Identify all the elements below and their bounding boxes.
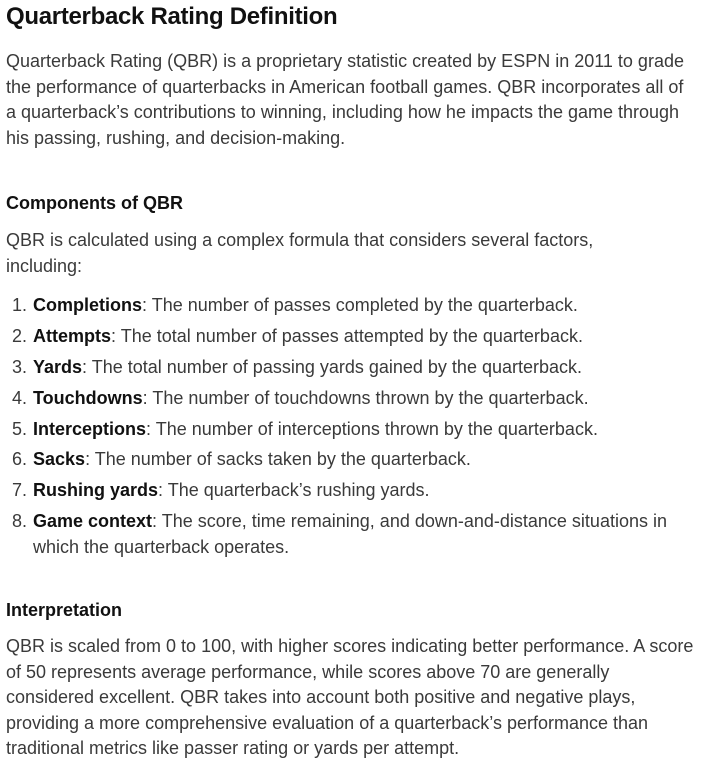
list-item-number: 5. — [12, 418, 28, 439]
list-item — [6, 293, 701, 319]
list-item-description: : The number of touchdowns thrown by the quarterback. — [142, 387, 589, 408]
list-item-description: : The number of sacks taken by the quarterback. — [85, 449, 471, 470]
interpretation-heading: Interpretation — [6, 600, 123, 620]
list-item-description: : The total number of passes attempted by the quarterback. — [111, 325, 583, 346]
list-item-description: : The number of interceptions thrown by the quarterback. — [146, 418, 598, 439]
list-item-term: Interceptions — [33, 418, 147, 439]
list-item-term: Game context — [33, 511, 153, 532]
list-item-term: Rushing yards — [33, 480, 159, 501]
list-item-number: 2. — [12, 325, 28, 346]
list-item-term: Yards — [33, 356, 83, 377]
list-item-number: 8. — [12, 511, 28, 532]
list-item — [6, 355, 701, 381]
components-list — [6, 293, 701, 566]
page-title: Quarterback Rating Definition — [6, 3, 338, 30]
components-heading: Components of QBR — [6, 193, 183, 213]
list-item-description: : The score, time remaining, and down-and-distance situations in which the quarterback operates. — [33, 511, 667, 557]
list-item — [6, 417, 701, 443]
components-lead: QBR is calculated using a complex formula that considers several factors, including: — [6, 230, 594, 276]
list-item-number: 1. — [12, 295, 28, 315]
list-item-term: Attempts — [33, 325, 112, 346]
interpretation-paragraph: QBR is scaled from 0 to 100, with higher scores indicating better performance. A score of 50 represents average performance, while scores above 70 are generally considered excellent. QBR takes into account both positive and negative plays, providing a more comprehensive evaluation of a quarterback’s performance than traditional metrics like passer rating or yards per attempt. — [6, 636, 694, 758]
list-item-description: : The number of passes completed by the quarterback. — [142, 295, 578, 315]
intro-paragraph: Quarterback Rating (QBR) is a proprietary statistic created by ESPN in 2011 to grade the performance of quarterbacks in American football games. QBR incorporates all of a quarterback’s contributions to winning, including how he impacts the game through his passing, rushing, and decision-making. — [6, 51, 684, 148]
list-item-description: : The quarterback’s rushing yards. — [158, 480, 430, 501]
list-item-number: 3. — [12, 356, 28, 377]
list-item-number: 4. — [12, 387, 28, 408]
list-item-number: 6. — [12, 449, 28, 470]
list-item-number: 7. — [12, 480, 28, 501]
list-item — [6, 447, 701, 473]
list-item — [6, 324, 701, 350]
list-item-description: : The total number of passing yards gained by the quarterback. — [82, 356, 583, 377]
list-item — [6, 386, 701, 412]
list-item — [6, 478, 701, 504]
list-item — [6, 509, 701, 560]
list-item-term: Completions — [33, 295, 143, 315]
list-item-term: Sacks — [33, 449, 86, 470]
list-item-term: Touchdowns — [33, 387, 143, 408]
